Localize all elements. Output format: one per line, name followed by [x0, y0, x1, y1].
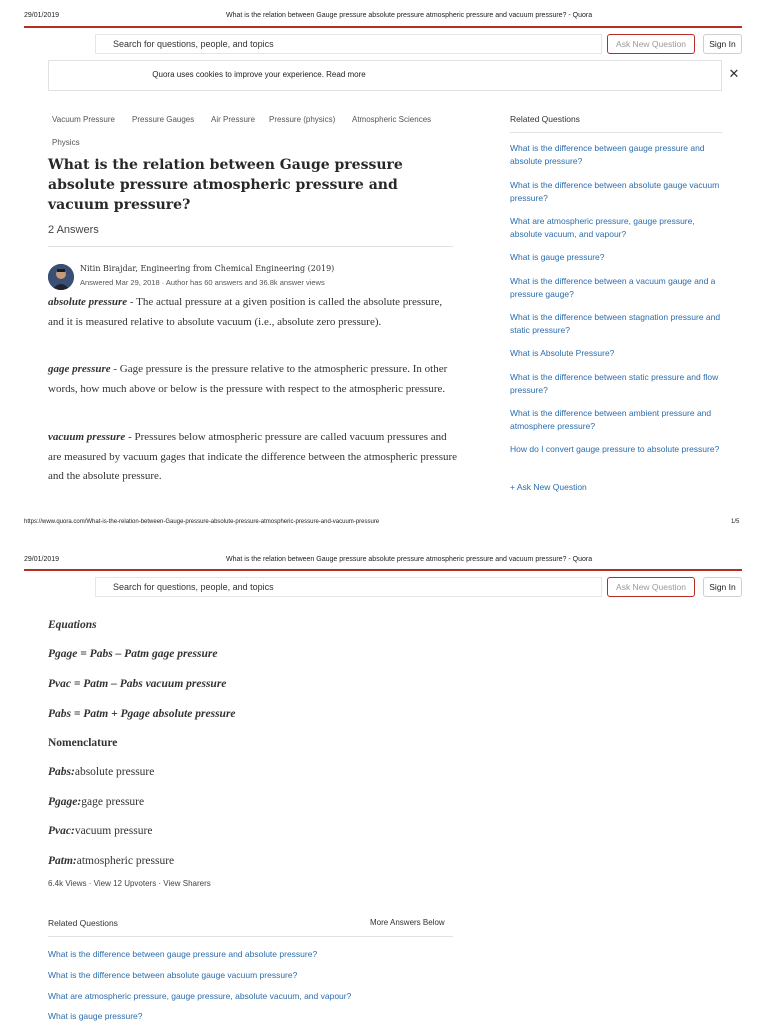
more-answers-label: More Answers Below — [370, 918, 445, 927]
related-question-link[interactable]: What is the difference between absolute gauge vacuum pressure? — [510, 180, 720, 203]
search-input[interactable]: Search for questions, people, and topics — [95, 577, 602, 597]
nomenclature-heading: Nomenclature — [48, 737, 118, 749]
equation: Pvac = Patm – Pabs vacuum pressure — [48, 678, 227, 690]
term: vacuum pressure — [48, 431, 126, 443]
related-question-link[interactable]: What is Absolute Pressure? — [510, 348, 615, 358]
search-input[interactable]: Search for questions, people, and topics — [95, 34, 602, 54]
avatar[interactable] — [48, 264, 74, 290]
term: absolute pressure — [48, 296, 128, 308]
cookie-banner — [48, 60, 740, 91]
definition: - Gage pressure is the pressure relative to the atmospheric pressure. In other words, how much above or below is the pressure with respect to the atmospheric pressure. — [48, 363, 448, 395]
ask-question-button[interactable]: Ask New Question — [607, 577, 695, 597]
term: gage pressure — [48, 363, 111, 375]
related-questions-heading: Related Questions — [48, 918, 118, 928]
ask-new-question-link[interactable]: + Ask New Question — [510, 482, 587, 492]
definition: atmospheric pressure — [76, 855, 175, 867]
related-question-link[interactable]: What is the difference between a vacuum gauge and a pressure gauge? — [510, 276, 716, 299]
topic-link[interactable]: Physics — [52, 138, 80, 147]
equation: Pabs = Patm + Pgage absolute pressure — [48, 708, 236, 720]
definition: vacuum pressure — [74, 825, 153, 837]
answer-paragraph — [48, 293, 458, 332]
answer-paragraph — [48, 360, 458, 399]
definition: gage pressure — [81, 796, 145, 808]
topic-link[interactable]: Air Pressure — [211, 115, 256, 124]
definition: - The actual pressure at a given position is called the absolute pressure, and it is measured relative to absolute vacuum (i.e., absolute zero pressure). — [48, 296, 443, 328]
related-question-link[interactable]: What is the difference between stagnation pressure and static pressure? — [510, 312, 721, 335]
equations-heading: Equations — [48, 619, 97, 631]
related-question-link[interactable]: What is gauge pressure? — [510, 252, 605, 262]
topic-link[interactable]: Atmospheric Sciences — [352, 115, 432, 124]
term: Pabs: — [48, 766, 75, 778]
related-question-link[interactable]: What is the difference between absolute gauge vacuum pressure? — [48, 970, 298, 980]
ask-question-button[interactable]: Ask New Question — [607, 34, 695, 54]
answer-paragraph — [48, 428, 458, 487]
related-question-link[interactable]: What is the difference between gauge pressure and absolute pressure? — [48, 949, 318, 959]
print-title: What is the relation between Gauge pressure absolute pressure atmospheric pressure and vacuum pressure? - Quora — [226, 556, 593, 563]
cookie-text: Quora uses cookies to improve your experience. Read more — [152, 70, 366, 79]
related-question-link[interactable]: What is the difference between static pressure and flow pressure? — [510, 372, 719, 395]
sign-in-button[interactable]: Sign In — [703, 34, 742, 54]
author-credential[interactable]: Nitin Birajdar, Engineering from Chemical Engineering (2019) — [80, 264, 335, 273]
topic-link[interactable]: Vacuum Pressure — [52, 115, 115, 124]
related-question-link[interactable]: What are atmospheric pressure, gauge pressure, absolute vacuum, and vapour? — [48, 991, 352, 1001]
print-date: 29/01/2019 — [24, 12, 60, 19]
page-number: 1/5 — [731, 519, 740, 525]
term: Patm: — [48, 855, 77, 867]
divider — [721, 61, 722, 90]
related-question-link[interactable]: What is the difference between gauge pressure and absolute pressure? — [510, 143, 705, 166]
print-date: 29/01/2019 — [24, 556, 60, 563]
user-photo-icon — [48, 264, 74, 290]
answer-meta: Answered Mar 29, 2018 · Author has 60 answers and 36.8k answer views — [80, 278, 325, 287]
brand-divider — [24, 569, 742, 571]
term: Pgage: — [48, 796, 82, 808]
related-question-link[interactable]: What are atmospheric pressure, gauge pressure, absolute vacuum, and vapour? — [510, 216, 695, 239]
definition: absolute pressure — [74, 766, 155, 778]
answer-stats[interactable]: 6.4k Views · View 12 Upvoters · View Sharers — [48, 879, 211, 888]
sign-in-button[interactable]: Sign In — [703, 577, 742, 597]
related-question-link[interactable]: How do I convert gauge pressure to absolute pressure? — [510, 444, 720, 454]
related-question-link[interactable]: What is the difference between ambient pressure and atmosphere pressure? — [510, 408, 712, 431]
nomenclature-item — [48, 766, 154, 778]
nomenclature-item — [48, 855, 174, 867]
brand-divider — [24, 26, 742, 28]
nomenclature-item — [48, 796, 144, 808]
equation: Pgage = Pabs – Patm gage pressure — [48, 648, 218, 660]
print-url: https://www.quora.com/What-is-the-relation-between-Gauge-pressure-absolute-pressure-atmospheric-pressure-and-vacuum-pressure — [24, 519, 380, 525]
divider — [48, 246, 453, 247]
topic-link[interactable]: Pressure Gauges — [132, 115, 195, 124]
topic-link[interactable]: Pressure (physics) — [269, 115, 336, 124]
divider — [48, 936, 453, 937]
term: Pvac: — [48, 825, 75, 837]
answer-count: 2 Answers — [48, 224, 99, 236]
divider — [510, 132, 722, 133]
print-title: What is the relation between Gauge pressure absolute pressure atmospheric pressure and vacuum pressure? - Quora — [226, 12, 593, 19]
nomenclature-item — [48, 825, 152, 837]
related-questions-heading: Related Questions — [510, 114, 580, 124]
question-title: What is the relation between Gauge pressure absolute pressure atmospheric pressure and vacuum pressure? — [48, 157, 403, 213]
related-question-link[interactable]: What is gauge pressure? — [48, 1011, 143, 1021]
definition: - Pressures below atmospheric pressure are called vacuum pressures and are measured by vacuum gages that indicate the difference between the atmospheric pressure and the absolute pressure. — [48, 431, 458, 482]
close-icon[interactable]: ✕ — [728, 66, 740, 81]
